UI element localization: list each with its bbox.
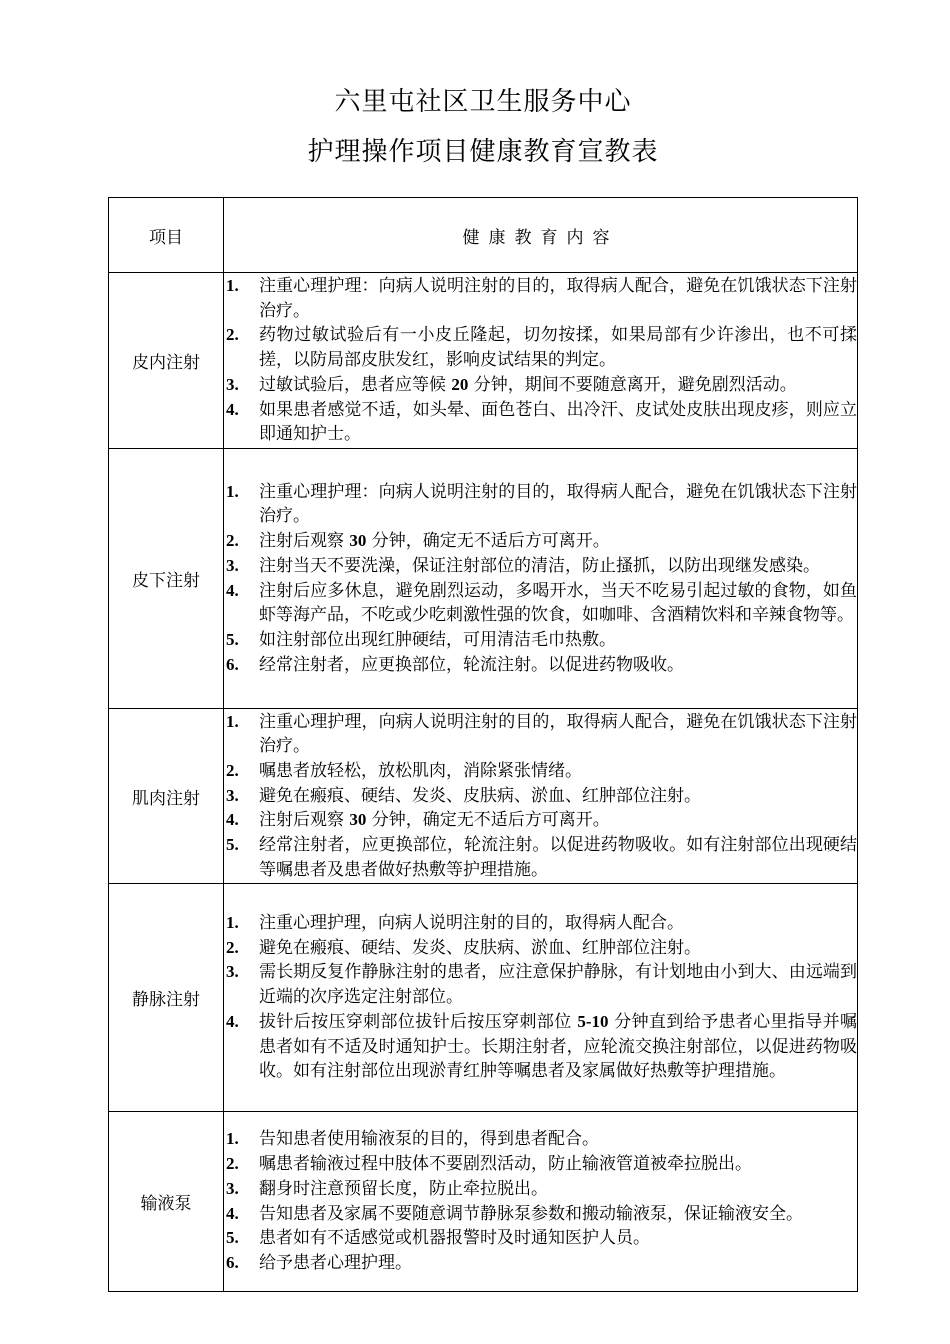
list-item: [224, 960, 857, 1009]
step-number: 6.: [226, 654, 239, 674]
list-item: [224, 1152, 857, 1177]
step-text: 嘱患者输液过程中肢体不要剧烈活动，防止输液管道被牵拉脱出。: [259, 1154, 752, 1175]
step-number: 6.: [226, 1252, 239, 1272]
step-number: 3.: [226, 374, 239, 394]
step-text: 注射后应多休息，避免剧烈运动，多喝开水，当天不吃易引起过敏的食物，如鱼虾等海产品，不吃或少吃刺激性强的饮食，如咖啡、含酒精饮料和辛辣食物等。: [259, 580, 857, 626]
table-row: [109, 449, 858, 709]
step-text: 经常注射者，应更换部位，轮流注射。以促进药物吸收。: [259, 654, 684, 675]
step-text: 嘱患者放轻松，放松肌肉，消除紧张情绪。: [259, 760, 582, 781]
step-text: 过敏试验后，患者应等候: [259, 374, 452, 395]
list-item: [224, 1010, 857, 1084]
step-text: 注射当天不要洗澡，保证注射部位的清洁，防止搔抓，以防出现继发感染。: [259, 555, 820, 576]
step-number: 5.: [226, 629, 239, 649]
step-number: 1.: [226, 711, 239, 731]
step-number: 1.: [226, 913, 239, 933]
row-content: [224, 449, 858, 709]
step-text: 注重心理护理：向病人说明注射的目的，取得病人配合，避免在饥饿状态下注射治疗。: [259, 481, 857, 527]
row-content: [224, 273, 858, 449]
step-number: 1.: [226, 276, 239, 296]
table-header-row: [109, 198, 858, 273]
step-text: 需长期反复作静脉注射的患者，应注意保护静脉，有计划地由小到大、由远端到近端的次序选定注射部位。: [259, 962, 857, 1008]
step-text-number: 20: [451, 374, 469, 394]
document-subtitle: 护理操作项目健康教育宣教表: [307, 137, 659, 167]
row-item-label: 肌肉注射: [109, 709, 224, 884]
step-text: 药物过敏试验后有一小皮丘隆起，切勿按揉，如果局部有少许渗出，也不可揉搓，以防局部皮肤发红，影响皮试结果的判定。: [259, 325, 857, 371]
step-number: 1.: [226, 481, 239, 501]
step-text: 经常注射者，应更换部位，轮流注射。以促进药物吸收。如有注射部位出现硬结等嘱患者及患者做好热敷等护理措施。: [259, 835, 857, 880]
list-item: [224, 373, 857, 398]
step-list: [224, 274, 857, 447]
list-item: [224, 1202, 857, 1227]
step-text: 告知患者及家属不要随意调节静脉泵参数和搬动输液泵，保证输液安全。: [259, 1203, 803, 1224]
step-text: 注射后观察: [259, 531, 350, 552]
list-item: [224, 323, 857, 372]
step-number: 2.: [226, 531, 239, 551]
list-item: [224, 710, 857, 759]
step-text: 翻身时注意预留长度，防止牵拉脱出。: [259, 1178, 548, 1199]
list-item: [224, 1226, 857, 1251]
step-number: 2.: [226, 760, 239, 780]
step-number: 4.: [226, 580, 239, 600]
step-number: 2.: [226, 937, 239, 957]
table-row: [109, 884, 858, 1112]
step-number: 2.: [226, 325, 239, 345]
step-text: 如果患者感觉不适，如头晕、面色苍白、出冷汗、皮试处皮肤出现皮疹，则应立即通知护士。: [259, 399, 857, 445]
step-text: 注重心理护理，向病人说明注射的目的，取得病人配合。: [259, 913, 684, 934]
step-text: 分钟，确定无不适后方可离开。: [366, 810, 610, 831]
column-header-item: 项目: [109, 198, 224, 273]
row-item-label: 静脉注射: [109, 884, 224, 1112]
list-item: [224, 480, 857, 529]
list-item: [224, 784, 857, 809]
step-text: 避免在瘢痕、硬结、发炎、皮肤病、淤血、红肿部位注射。: [259, 785, 701, 806]
step-text: 分钟，确定无不适后方可离开。: [366, 531, 610, 552]
step-list: [224, 911, 857, 1084]
step-number: 2.: [226, 1154, 239, 1174]
step-number: 4.: [226, 1011, 239, 1031]
step-text-number: 30: [349, 810, 367, 830]
list-item: [224, 653, 857, 678]
step-list: [224, 1127, 857, 1275]
step-text: 患者如有不适感觉或机器报警时及时通知医护人员。: [259, 1228, 650, 1249]
step-text: 避免在瘢痕、硬结、发炎、皮肤病、淤血、红肿部位注射。: [259, 937, 701, 958]
table-row: [109, 709, 858, 884]
step-text: 分钟，期间不要随意离开，避免剧烈活动。: [468, 374, 797, 395]
row-content: [224, 1112, 858, 1292]
step-text: 注射后观察: [259, 810, 350, 831]
list-item: [224, 911, 857, 936]
step-number: 4.: [226, 1203, 239, 1223]
step-text: 拔针后按压穿刺部位拔针后按压穿刺部位: [259, 1011, 578, 1032]
step-text: 如注射部位出现红肿硬结，可用清洁毛巾热敷。: [259, 629, 616, 650]
step-number: 3.: [226, 785, 239, 805]
row-item-label: 输液泵: [109, 1112, 224, 1292]
row-item-label: 皮内注射: [109, 273, 224, 449]
list-item: [224, 808, 857, 833]
list-item: [224, 1127, 857, 1152]
step-number: 3.: [226, 962, 239, 982]
step-number: 3.: [226, 555, 239, 575]
step-text: 给予患者心理护理。: [259, 1252, 412, 1273]
list-item: [224, 628, 857, 653]
list-item: [224, 579, 857, 628]
step-list: [224, 480, 857, 678]
step-number: 5.: [226, 835, 239, 855]
table-row: [109, 1112, 858, 1292]
step-number: 1.: [226, 1129, 239, 1149]
step-number: 4.: [226, 810, 239, 830]
list-item: [224, 936, 857, 961]
document-title: 六里屯社区卫生服务中心: [334, 87, 632, 117]
list-item: [224, 833, 857, 882]
list-item: [224, 398, 857, 447]
step-text-number: 5-10: [577, 1011, 609, 1031]
row-content: [224, 884, 858, 1112]
list-item: [224, 274, 857, 323]
step-text: 注重心理护理，向病人说明注射的目的，取得病人配合，避免在饥饿状态下注射治疗。: [259, 711, 857, 757]
step-number: 3.: [226, 1178, 239, 1198]
step-text-number: 30: [349, 531, 367, 551]
list-item: [224, 759, 857, 784]
step-text: 告知患者使用输液泵的目的，得到患者配合。: [259, 1129, 599, 1150]
list-item: [224, 1251, 857, 1276]
column-header-content: 健康教育内容: [224, 198, 858, 273]
step-text: 注重心理护理：向病人说明注射的目的，取得病人配合，避免在饥饿状态下注射治疗。: [259, 276, 857, 321]
list-item: [224, 1177, 857, 1202]
row-content: [224, 709, 858, 884]
list-item: [224, 554, 857, 579]
step-number: 5.: [226, 1228, 239, 1248]
step-list: [224, 710, 857, 883]
health-education-table: [108, 197, 858, 1292]
step-text: 分钟直到给予患者心里指导并嘱患者如有不适及时通知护士。长期注射者，应轮流交换注射部位，以促进药物吸收。如有注射部位出现淤青红肿等嘱患者及家属做好热敷等护理措施。: [259, 1011, 858, 1082]
step-number: 4.: [226, 399, 239, 419]
row-item-label: 皮下注射: [109, 449, 224, 709]
list-item: [224, 529, 857, 554]
table-row: [109, 273, 858, 449]
